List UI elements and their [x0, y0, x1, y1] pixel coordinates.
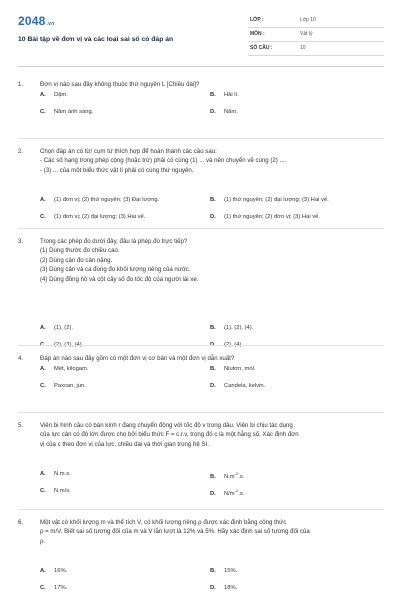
question-stem: [18, 80, 384, 89]
question-3: [18, 237, 384, 332]
option-text: (1) thứ nguyên; (2) đơn vị; (3) Hai vế.: [224, 214, 320, 221]
site-logo[interactable]: [18, 14, 54, 28]
question-text-line: - (3) ... của một biểu thức vật lí phải có cùng thứ nguyên.: [40, 166, 194, 174]
option-text: (1) đơn vị; (2) thứ nguyên; (3) Đại lượng.: [54, 197, 160, 204]
option-text: 18%.: [224, 585, 238, 592]
option-text: N.m: [224, 474, 235, 481]
question-text-line: ρ.: [40, 537, 46, 545]
answer-option-d[interactable]: [210, 585, 237, 591]
option-label: D.: [210, 585, 216, 592]
question-4: [18, 354, 384, 390]
header-divider: [18, 66, 384, 67]
option-text: Dặm.: [54, 92, 68, 99]
option-text: Paxcan, jun.: [54, 383, 86, 390]
question-2: [18, 147, 384, 221]
option-text: N/m: [224, 491, 235, 498]
question-number: 2.: [18, 148, 24, 155]
option-text: Niutơn, mol.: [224, 366, 256, 373]
meta-row: [248, 14, 384, 28]
answer-option-a[interactable]: [40, 325, 73, 331]
question-number: 6.: [18, 519, 24, 526]
option-label: B.: [210, 366, 216, 373]
answer-option-b[interactable]: [210, 568, 237, 574]
meta-value: 10: [300, 45, 306, 51]
answer-option-b[interactable]: [210, 325, 253, 331]
answer-option-a[interactable]: [40, 471, 71, 477]
option-label: D.: [210, 383, 216, 390]
option-text: 16%.: [54, 568, 68, 575]
option-text: Hải lí.: [224, 92, 239, 99]
answer-option-d[interactable]: [210, 383, 265, 389]
option-exponent: -2: [234, 488, 239, 494]
option-text: Năm.: [224, 109, 238, 116]
option-text: (1), (2).: [54, 325, 74, 332]
option-label: A.: [40, 325, 46, 332]
option-text: Candela, kelvin.: [224, 383, 266, 390]
question-text-line: vị của c theo đơn vị của lực, chiều dài và thời gian trong hệ SI.: [40, 440, 209, 448]
question-text-line: Đáp án nào sau đây gồm có một đơn vị cơ bản và một đơn vị dẫn xuất?: [40, 355, 235, 362]
option-label: C.: [40, 109, 46, 116]
option-text-tail: .s.: [238, 474, 245, 481]
question-divider: [18, 412, 384, 413]
page-header: [18, 14, 384, 58]
option-label: A.: [40, 92, 46, 99]
option-label: B.: [210, 197, 216, 204]
option-text: N.m.s.: [54, 471, 71, 478]
option-label: D.: [210, 214, 216, 221]
option-label: C.: [40, 383, 46, 390]
option-text: Mét, kilogam.: [54, 366, 89, 373]
meta-key: SỐ CÂU :: [250, 45, 273, 51]
question-text-line: (3) Dùng cân và ca đong đo khối lượng riêng của nước.: [40, 266, 191, 274]
meta-row: [248, 28, 384, 42]
answer-option-b[interactable]: [210, 366, 256, 372]
question-6: [18, 518, 384, 592]
option-text: N.m/s.: [54, 488, 71, 495]
option-label: A.: [40, 366, 46, 373]
question-number: 5.: [18, 422, 24, 429]
option-label: A.: [40, 568, 46, 575]
option-label: B.: [210, 474, 216, 481]
question-stem: [18, 518, 384, 546]
answer-option-a[interactable]: [40, 366, 88, 372]
option-text: (1) thứ nguyên; (2) đại lượng; (3) Hai vế.: [224, 197, 329, 204]
question-divider: [18, 345, 384, 346]
question-5: [18, 421, 384, 498]
question-text-line: (4) Dùng đồng hồ và cột cây số đo tốc độ của người lái xe.: [40, 275, 199, 283]
option-label: A.: [40, 197, 46, 204]
page-title: 10 Bài tập về đơn vị và các loại sai số có đáp án: [18, 36, 174, 43]
logo-tld: .vn: [46, 21, 55, 27]
answer-option-b[interactable]: [210, 92, 239, 98]
option-label: A.: [40, 471, 46, 478]
logo-number: 2048: [18, 14, 46, 28]
option-label: B.: [210, 568, 216, 575]
option-label: D.: [210, 109, 216, 116]
meta-table: [248, 14, 384, 56]
question-stem: [18, 237, 384, 284]
answer-option-d[interactable]: [210, 109, 238, 115]
option-label: B.: [210, 92, 216, 99]
option-text: (1) đơn vị; (2) đại lượng; (3) Hai vế.: [54, 214, 146, 221]
meta-value: Lớp 10: [300, 17, 316, 23]
answer-option-a[interactable]: [40, 568, 67, 574]
question-text-line: Viên bi hình cầu có bán kính r đang chuyển động với tốc độ v trong dầu. Viên bi chịu tác dụng: [40, 422, 293, 429]
question-text-line: Trong các phép đo dưới đây, đâu là phép đo trực tiếp?: [40, 238, 188, 245]
answer-option-c[interactable]: [40, 109, 93, 115]
question-text-line: của lực cản có độ lớn được cho bởi biểu thức F = c.r.v, trong đó c là một hằng số. Xác định đơn: [40, 431, 299, 439]
answer-option-c[interactable]: [40, 585, 67, 591]
question-number: 3.: [18, 238, 24, 245]
question-text-line: Chọn đáp án có từ/ cụm từ thích hợp để hoàn thành các câu sau:: [40, 148, 217, 155]
question-text-line: - Các số hạng trong phép cộng (hoặc trừ) phải có cùng (1) ... và nên chuyển về cùng (2) ....: [40, 157, 287, 165]
option-exponent: -2: [234, 471, 239, 477]
question-text-line: Đơn vị nào sau đây không thuộc thứ nguyên L [Chiều dài]?: [40, 81, 200, 88]
question-divider: [18, 509, 384, 510]
option-label: C.: [40, 214, 46, 221]
question-divider: [18, 138, 384, 139]
option-text: 15%.: [224, 568, 238, 575]
question-text-line: Một vật có khối lượng m và thể tích V, có khối lượng riêng ρ được xác định bằng công thức: [40, 519, 287, 526]
question-text-line: ρ = m/V. Biết sai số tương đối của m và V lần lượt là 12% và 5%. Hãy xác định sai số tương đối của: [40, 528, 310, 536]
option-label: C.: [40, 585, 46, 592]
question-number: 1.: [18, 81, 24, 88]
meta-key: LỚP :: [250, 17, 264, 23]
answer-option-a[interactable]: [40, 197, 159, 203]
answer-option-a[interactable]: [40, 92, 68, 98]
meta-row: [248, 42, 384, 56]
option-text: Năm ánh sáng.: [54, 109, 94, 116]
question-text-line: (2) Dùng cân đo cân nặng.: [40, 256, 113, 264]
answer-option-b[interactable]: [210, 471, 244, 480]
question-number: 4.: [18, 355, 24, 362]
option-label: C.: [40, 488, 46, 495]
question-text-line: (1) Dùng thước đo chiều cao.: [40, 247, 120, 255]
question-stem: [18, 354, 384, 363]
answer-option-d[interactable]: [210, 488, 244, 497]
meta-value: Vật lý: [300, 31, 313, 37]
question-1: [18, 80, 384, 116]
option-text: (1), (2), (4).: [224, 325, 254, 332]
option-label: B.: [210, 325, 216, 332]
option-text: 17%.: [54, 585, 68, 592]
option-text-tail: .s.: [238, 491, 245, 498]
answer-option-c[interactable]: [40, 383, 86, 389]
answer-option-b[interactable]: [210, 197, 329, 203]
answer-option-d[interactable]: [210, 214, 320, 220]
option-label: D.: [210, 491, 216, 498]
answer-option-c[interactable]: [40, 488, 71, 494]
answer-option-c[interactable]: [40, 214, 145, 220]
question-stem: [18, 421, 384, 449]
question-divider: [18, 228, 384, 229]
meta-key: MÔN :: [250, 31, 265, 37]
question-stem: [18, 147, 384, 175]
